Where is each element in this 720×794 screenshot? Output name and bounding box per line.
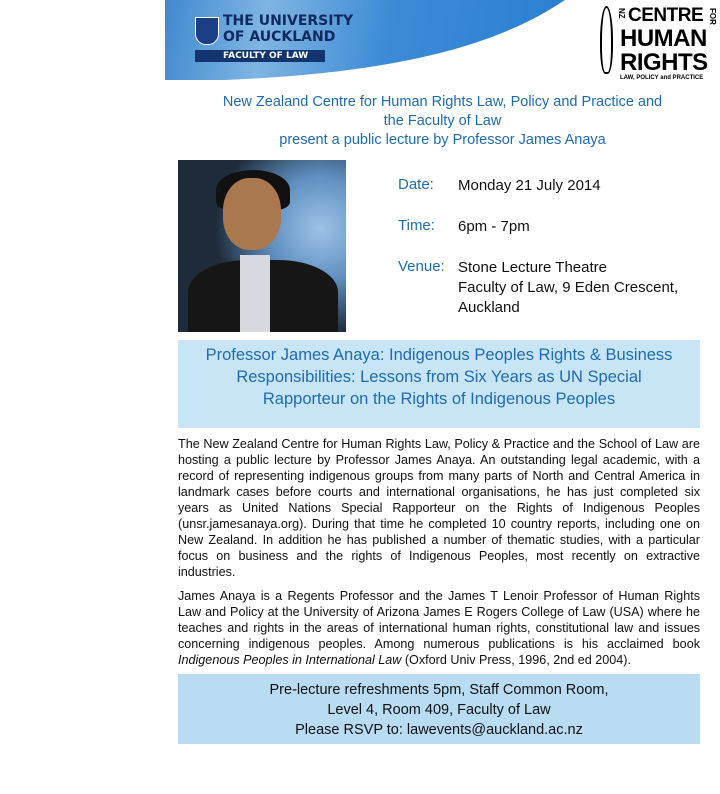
centre-line2: HUMAN xyxy=(620,25,707,52)
lecture-title xyxy=(178,340,700,428)
p2-text: James Anaya is a Regents Professor and the James T Lenoir Professor of Human Rights Law and Policy at the University of Arizona James E Rogers College of Law (USA) where he teaches and rights in the areas of international human rights, constitutional law and issues concerning indigenous peoples. Among numerous publications is his acclaimed book xyxy=(178,589,700,651)
speaker-photo xyxy=(178,160,346,332)
centre-line1: CENTRE xyxy=(628,5,704,26)
p2-text-end: (Oxford Univ Press, 1996, 2nd ed 2004). xyxy=(401,653,631,667)
centre-prefix: NZ xyxy=(617,8,626,19)
uoa-line1: THE UNIVERSITY xyxy=(223,13,354,29)
title-line2: Responsibilities: Lessons from Six Years as UN Special xyxy=(236,368,642,386)
centre-sub: LAW, POLICY and PRACTICE xyxy=(620,75,704,81)
time-value: 6pm - 7pm xyxy=(458,218,530,235)
centre-line3: RIGHTS xyxy=(620,49,708,76)
title-line3: Rapporteur on the Rights of Indigenous Peoples xyxy=(262,390,616,408)
lower-section xyxy=(178,436,700,744)
paragraph-1: The New Zealand Centre for Human Rights Law, Policy & Practice and the School of Law are hosting a public lecture by Professor James Anaya. An outstanding legal academic, with a record of representing indigenous groups from many parts of North and Central America in landmark cases before courts and international organisations, he has just completed six years as United Nations Special Rapporteur on the Rights of Indigenous Peoples (unsr.jamesanaya.org). During that time he completed 10 country reports, including one on New Zealand. In addition he has published a number of thematic studies, with a particular focus on business and the rights of Indigenous Peoples, most recently on extractive industries. xyxy=(178,437,700,579)
footer-line1: Pre-lecture refreshments 5pm, Staff Common Room, xyxy=(269,682,609,698)
intro xyxy=(165,93,720,150)
centre-for: FOR xyxy=(708,8,717,25)
venue-line2: Faculty of Law, 9 Eden Crescent, xyxy=(458,279,679,296)
intro-line2: the Faculty of Law xyxy=(383,113,502,129)
crest-icon xyxy=(195,17,219,45)
date-label: Date: xyxy=(398,176,434,193)
rsvp-line: Please RSVP to: lawevents@auckland.ac.nz xyxy=(295,722,583,738)
book-title: Indigenous Peoples in International Law xyxy=(178,653,402,667)
venue-line3: Auckland xyxy=(458,299,520,316)
rsvp-box xyxy=(178,674,700,744)
venue-label: Venue: xyxy=(398,258,445,275)
intro-line3: present a public lecture by Professor James Anaya xyxy=(279,132,606,148)
time-label: Time: xyxy=(398,217,435,234)
centre-logo xyxy=(600,6,720,82)
date-value: Monday 21 July 2014 xyxy=(458,177,601,194)
venue-line1: Stone Lecture Theatre xyxy=(458,259,607,276)
flame-icon xyxy=(600,6,613,74)
paragraph-2 xyxy=(178,588,700,668)
footer-line2: Level 4, Room 409, Faculty of Law xyxy=(327,702,551,718)
intro-line1: New Zealand Centre for Human Rights Law, Policy and Practice and xyxy=(222,94,663,110)
title-line1: Professor James Anaya: Indigenous Peoples Rights & Business xyxy=(205,346,673,364)
uoa-line2: OF AUCKLAND xyxy=(223,29,336,45)
faculty-label: FACULTY OF LAW xyxy=(195,50,325,62)
